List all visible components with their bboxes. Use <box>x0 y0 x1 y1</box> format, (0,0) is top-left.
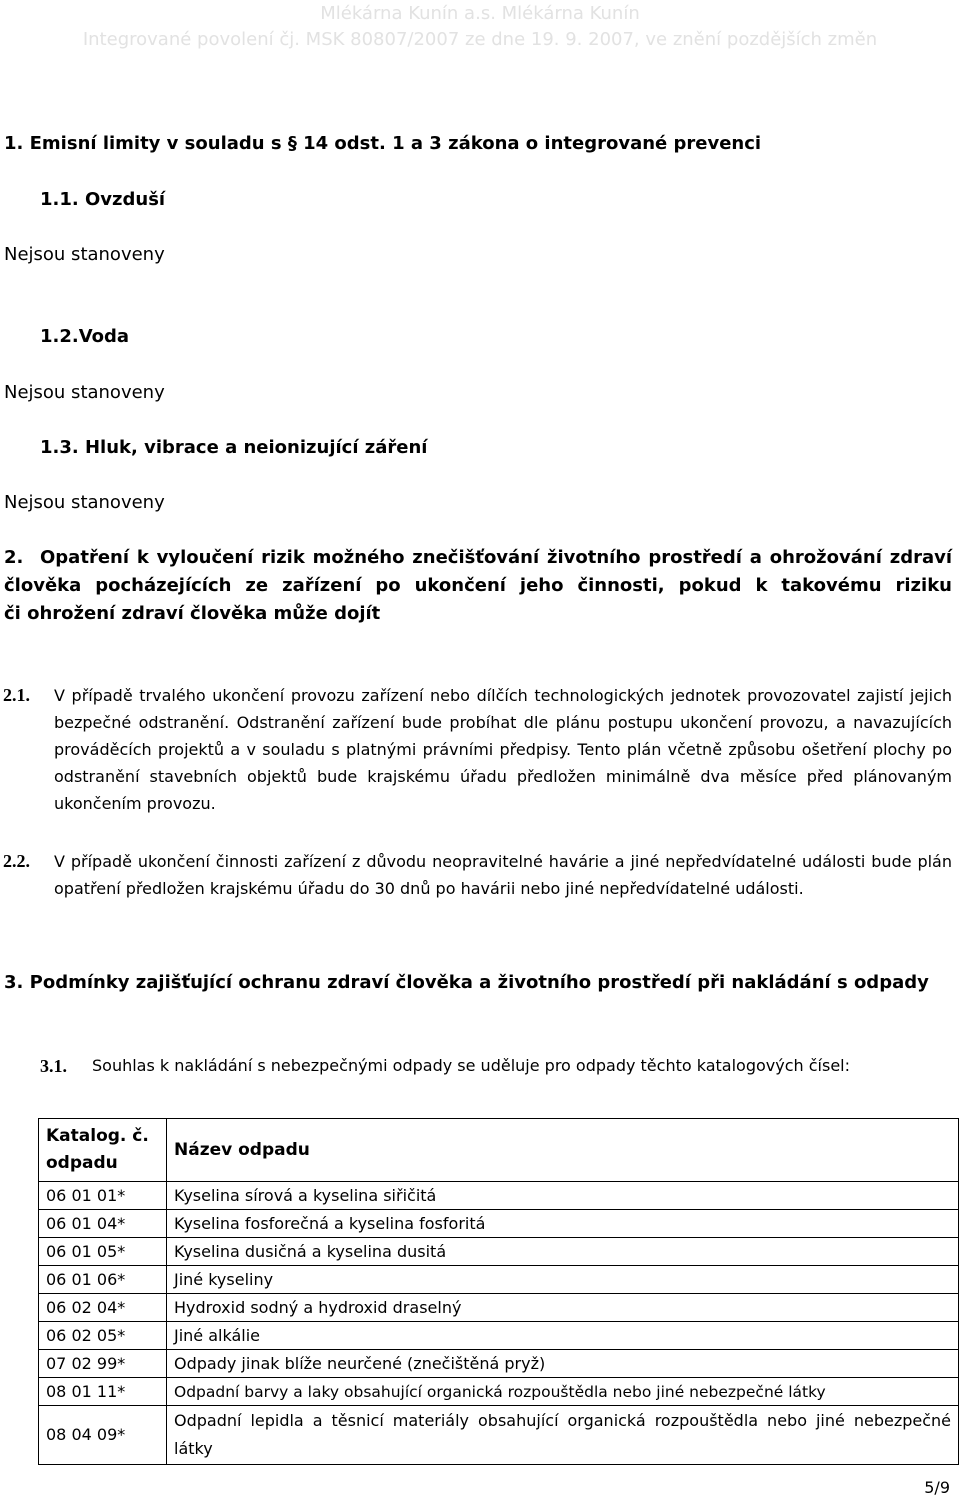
waste-name: Odpadní barvy a laky obsahující organická rozpouštědla nebo jiné nebezpečné látky <box>167 1378 959 1406</box>
section1-2-heading: 1.2.Voda <box>40 326 130 347</box>
section1-1-text: Nejsou stanoveny <box>4 244 165 265</box>
waste-code: 06 02 04* <box>39 1294 167 1322</box>
header-company: Mlékárna Kunín a.s. Mlékárna Kunín <box>320 3 640 24</box>
paragraph-2-2 <box>3 848 952 902</box>
paragraph-2-1-text: V případě trvalého ukončení provozu zařízení nebo dílčích technologických jednotek provozovatel zajistí jejich bezpečné odstranění. Odstranění zařízení bude probíhat dle plánu postupu ukončení provozu, a navazujících prováděcích projektů a v souladu s platnými právními předpisy. Tento plán včetně způsobu ošetření plochy po odstranění stavebních objektů bude krajskému úřadu předložen minimálně dva měsíce před plánovaným ukončením provozu. <box>54 686 952 813</box>
section2-heading-line3: či ohrožení zdraví člověka může dojít <box>4 603 381 624</box>
table-row <box>39 1266 959 1294</box>
waste-code: 06 01 06* <box>39 1266 167 1294</box>
table-header-row <box>39 1119 959 1182</box>
section1-1-heading: 1.1. Ovzduší <box>40 189 166 210</box>
table-row <box>39 1238 959 1266</box>
section2-heading-line2: člověka pocházejících ze zařízení po ukončení jeho činnosti, pokud k takovému riziku <box>4 575 952 596</box>
table-row <box>39 1322 959 1350</box>
table-row <box>39 1210 959 1238</box>
waste-code: 06 01 04* <box>39 1210 167 1238</box>
table-row <box>39 1294 959 1322</box>
section1-3-heading: 1.3. Hluk, vibrace a neionizující záření <box>40 437 428 458</box>
waste-catalog-table <box>38 1118 959 1465</box>
table-row <box>39 1378 959 1406</box>
section3-heading: 3. Podmínky zajišťující ochranu zdraví člověka a životního prostředí při nakládání s odpady <box>4 972 929 993</box>
section1-heading: 1. Emisní limity v souladu s § 14 odst. 1 a 3 zákona o integrované prevenci <box>4 133 762 154</box>
paragraph-3-1-number: 3.1. <box>40 1056 67 1076</box>
waste-code: 06 01 01* <box>39 1182 167 1210</box>
section1-3-text: Nejsou stanoveny <box>4 492 165 513</box>
table-row <box>39 1182 959 1210</box>
waste-name: Odpady jinak blíže neurčené (znečištěná pryž) <box>167 1350 959 1378</box>
section2-number: 2. <box>4 547 24 568</box>
section1-2-text: Nejsou stanoveny <box>4 382 165 403</box>
waste-name: Hydroxid sodný a hydroxid draselný <box>167 1294 959 1322</box>
paragraph-3-1-text: Souhlas k nakládání s nebezpečnými odpady se uděluje pro odpady těchto katalogových čísel: <box>92 1056 850 1075</box>
waste-name: Jiné kyseliny <box>167 1266 959 1294</box>
paragraph-2-2-text: V případě ukončení činnosti zařízení z důvodu neopravitelné havárie a jiné nepředvídatelné události bude plán opatření předložen krajskému úřadu do 30 dnů po havárii nebo jiné nepředvídatelné události. <box>54 852 952 898</box>
section2-heading-line1: Opatření k vyloučení rizik možného znečišťování životního prostředí a ohrožování zdraví <box>40 547 952 568</box>
waste-name: Kyselina fosforečná a kyselina fosforitá <box>167 1210 959 1238</box>
waste-code: 08 04 09* <box>39 1406 167 1465</box>
waste-code: 06 02 05* <box>39 1322 167 1350</box>
waste-code: 06 01 05* <box>39 1238 167 1266</box>
waste-name: Kyselina sírová a kyselina siřičitá <box>167 1182 959 1210</box>
waste-name: Kyselina dusičná a kyselina dusitá <box>167 1238 959 1266</box>
column-header-catalog-number: Katalog. č. odpadu <box>39 1119 167 1182</box>
paragraph-2-2-number: 2.2. <box>3 851 30 871</box>
waste-code: 07 02 99* <box>39 1350 167 1378</box>
waste-code: 08 01 11* <box>39 1378 167 1406</box>
waste-name: Odpadní lepidla a těsnicí materiály obsahující organická rozpouštědla nebo jiné nebezpečné látky <box>167 1406 959 1465</box>
header-permit-reference: Integrované povolení čj. MSK 80807/2007 ze dne 19. 9. 2007, ve znění pozdějších změn <box>82 29 878 50</box>
paragraph-2-1 <box>3 682 952 817</box>
table-row <box>39 1406 959 1465</box>
paragraph-2-1-number: 2.1. <box>3 685 30 705</box>
page-number: 5/9 <box>924 1478 950 1497</box>
waste-name: Jiné alkálie <box>167 1322 959 1350</box>
table-row <box>39 1350 959 1378</box>
column-header-waste-name: Název odpadu <box>167 1119 959 1182</box>
